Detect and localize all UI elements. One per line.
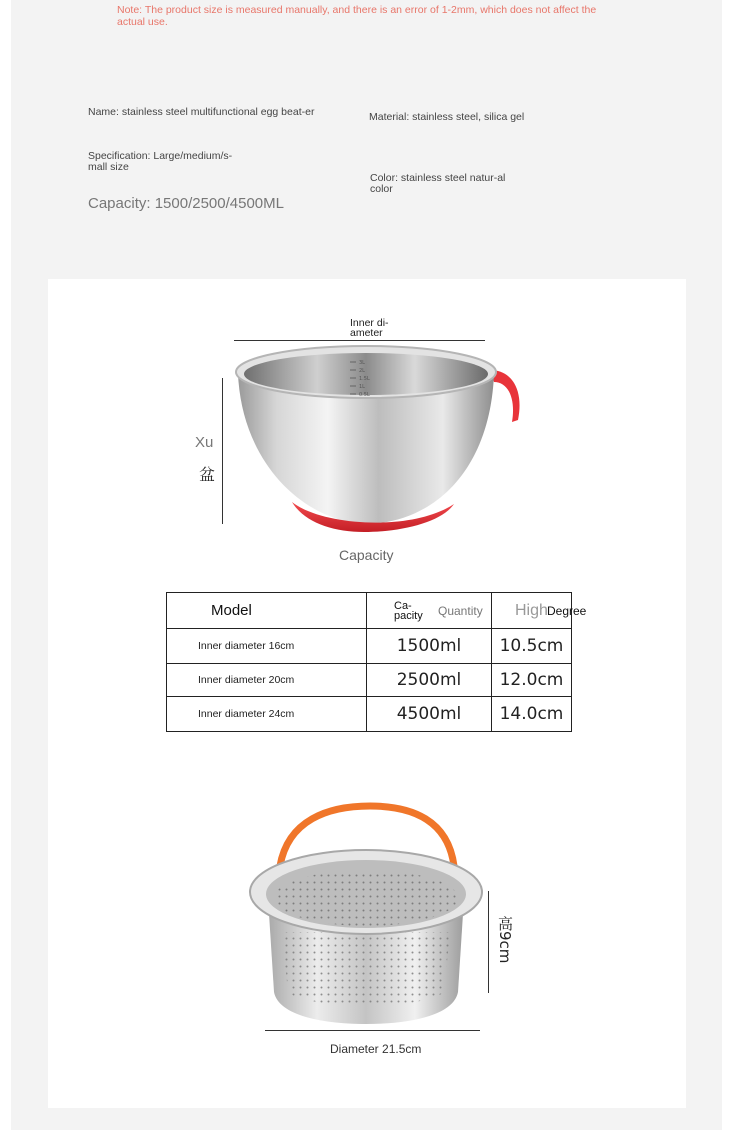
strainer-height-line	[488, 891, 489, 993]
table-row	[167, 664, 572, 697]
row-model: Inner diameter 20cm	[167, 664, 367, 697]
diameter-line	[234, 340, 485, 341]
strainer-diameter-line	[265, 1030, 480, 1031]
strainer-basket-image	[248, 802, 488, 1028]
strainer-inner-holes	[274, 870, 458, 926]
height-label-cn: 盆	[199, 465, 216, 484]
scale-mark: 2L	[359, 368, 365, 374]
row-height: 14.0cm	[492, 697, 572, 732]
header-capacity: Ca-pacity	[394, 600, 423, 622]
capacity-caption: Capacity	[339, 547, 394, 563]
inner-diameter-label: Inner di-ameter	[350, 317, 389, 339]
row-capacity: 2500ml	[367, 664, 492, 697]
mixing-bowl-image	[232, 342, 524, 534]
strainer-diameter-label: Diameter 21.5cm	[330, 1042, 422, 1056]
header-model: Model	[167, 593, 367, 629]
row-model: Inner diameter 24cm	[167, 697, 367, 732]
header-height-cell	[492, 593, 587, 629]
row-model: Inner diameter 16cm	[167, 629, 367, 664]
scale-mark: 3L	[359, 360, 365, 366]
spec-size: Specification: Large/medium/s-mall size	[88, 150, 233, 173]
measurement-note: Note: The product size is measured manually, and there is an error of 1-2mm, which does not affect the actual use.	[117, 4, 597, 28]
spec-color: Color: stainless steel natur-al color	[370, 172, 506, 195]
height-label-xu: Xu	[195, 434, 214, 451]
row-capacity: 4500ml	[367, 697, 492, 732]
scale-mark: 1.5L	[359, 376, 370, 382]
size-table	[166, 592, 587, 732]
scale-mark: 0.5L	[359, 392, 370, 398]
spec-material: Material: stainless steel, silica gel	[369, 111, 525, 123]
table-header-row	[167, 593, 572, 629]
strainer-height-label: 高9cm	[496, 916, 514, 964]
header-degree: Degree	[547, 604, 587, 618]
bowl-inside	[244, 353, 488, 395]
scale-mark: 1L	[359, 384, 365, 390]
table-row	[167, 629, 572, 664]
header-high: High	[515, 602, 548, 619]
table-row	[167, 697, 572, 732]
spec-capacity: Capacity: 1500/2500/4500ML	[88, 195, 284, 212]
spec-name: Name: stainless steel multifunctional egg beat-er	[88, 106, 315, 118]
row-capacity: 1500ml	[367, 629, 492, 664]
height-line	[222, 378, 223, 524]
header-quantity: Quantity	[438, 604, 483, 618]
header-capacity-cell	[367, 593, 492, 629]
bowl-handle	[490, 370, 520, 422]
row-height: 10.5cm	[492, 629, 572, 664]
row-height: 12.0cm	[492, 664, 572, 697]
strainer-holes	[282, 932, 450, 1006]
